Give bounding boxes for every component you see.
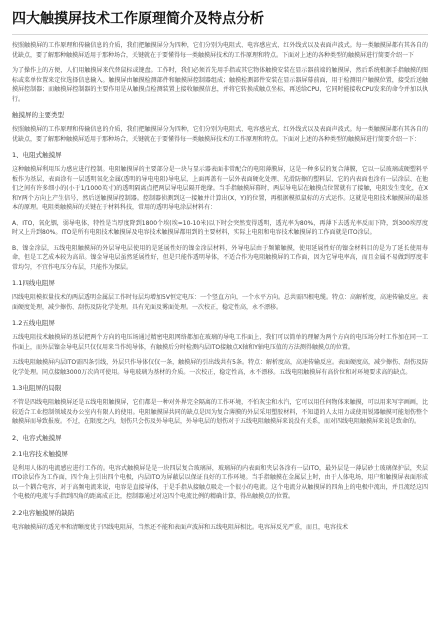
article-title: 四大触摸屏技术工作原理简介及特点分析 [12,11,264,27]
paragraph: 五线电阻技术触摸屏的基层把两个方向的电压场通过精密电阻网络都加在玻璃的导电工作面上，我们可以简单的理解为两个方向的电压场分时工作加在同一工作面上，而外层镍金导电层只仅仅用来当作纯导体，有触摸后分时检测内层ITO接触点X轴和Y轴电压值的方法测得触摸点的位置。 [12,334,428,351]
section-heading: 1.1四线电阻屏 [12,279,55,287]
section-heading: 触摸屏的主要类型 [12,111,64,119]
paragraph: 四线电阻模拟量技术的两层透明金属层工作时每层均增加5V恒定电压：一个竖直方向，一个水平方向。总共需四根电缆。特点：高解析度，高速传输反应。表面硬度处理，减少擦伤、刮伤及防化学处理。具有光面及雾面处理。一次校正，稳定性高，永不漂移。 [12,294,428,311]
paragraph: 这种触摸屏利用压力感应进行控制。电阻触摸屏的主要部分是一块与显示器表面非常配合的电阻薄膜屏，这是一种多层的复合薄膜，它以一层玻璃或硬塑料平板作为基层，表面涂有一层透明氧化金属(透明的导电电阻)导电层，上面再盖有一层外表面硬化处理、光滑防擦的塑料层、它的内表面也涂有一层涂层、在他们之间有许多细小的(小于1/1000英寸)的透明隔离点把两层导电层隔开绝缘。当手指触摸屏幕时，两层导电层在触摸点位置就有了接触，电阻发生变化，在X和Y两个方向上产生信号，然后送触摸屏控制器。控制器侦测到这一接触并计算出(X，Y)的位置，再根据模拟鼠标的方式运作。这就是电阻技术触摸屏的最基本的原理。电阻类触摸屏的关键在于材料科技，常用的透明导电涂层材料有： [12,166,428,211]
section-heading: 1.2五线电阻屏 [12,319,55,327]
section-heading: 2.1电容技术触摸屏 [12,449,68,458]
paragraph: 不管是四线电阻触摸屏还是五线电阻触摸屏，它们都是一种对外界完全隔离的工作环境，不怕灰尘和水汽，它可以用任何物体来触摸，可以用来写字画画，比较适合工业控制领域及办公室内有限人的使用。电阻触摸屏共同的缺点是因为复合薄膜的外层采用塑胶材料，不知道的人太用力或使用锐器触摸可能划伤整个触摸屏而导致报废。不过，在限度之内，划伤只会伤及外导电层，外导电层的划伤对于五线电阻触摸屏来说没有关系，而对四线电阻触摸屏来说是致命的。 [12,399,428,425]
paragraph: 五线电阻触摸屏内层ITO需四条引线，外层只作导体仅仅一条，触摸屏的引出线共有5条。特点：解析度高，高速传输反应。表面硬度高，减少擦伤、刮伤及防化学处理。同点接触3000万次尚可使用。导电玻璃为基材的介质。一次校正，稳定性高，永不漂移。五线电阻触摸屏有高价位和对环境要求高的缺点。 [12,359,428,376]
section-heading: 2、电容式触摸屏 [12,433,62,442]
section-heading: 2.2电容触摸屏的缺陷 [12,508,75,517]
paragraph: 按照触摸屏的工作原理和传输信息的介质，我们把触摸屏分为四种，它们分别为电阻式、电容感应式、红外线式以及表面声波式。每一类触摸屏都有其各自的优缺点，要了解那种触摸屏适用于那种场合，关键就在于要懂得每一类触摸屏技术的工作原理和特点。下面对上述的各种类型的触摸屏进行简要介绍一下 [12,42,428,59]
section-heading: 1.3电阻屏的局限 [12,384,62,392]
paragraph: A、ITO，氧化铟，弱导电体，特性是当厚度降到1800个埃(埃=10-10米)以下时会突然变得透明，透光率为80%，再薄下去透光率反而下降，到300埃厚度时又上升到80%。ITO是所有电阻技术触摸屏及电容技术触摸屏都用到的主要材料，实际上电阻和电容技术触摸屏的工作面就是ITO涂层。 [12,219,428,236]
paragraph: B、镍金涂层，五线电阻触摸屏的外层导电层使用的是延展性好的镍金涂层材料，外导电层由于频繁触摸，使用延展性好的镍金材料目的是为了延长使用寿命，但是工艺成本较为高昂。镍金导电层虽然延展性好，但是只能作透明导体，不适合作为电阻触摸屏的工作面，因为它导电率高，而且金属不易做到厚度非常均匀，不宜作电压分布层，只能作为探层。 [12,244,428,271]
section-heading: 1、电阻式触摸屏 [12,151,62,159]
title-divider [12,34,428,35]
paragraph: 为了操作上的方便，人们用触摸屏来代替鼠标或键盘。工作时，我们必须首先用手指或其它物体触摸安装在显示器前端的触摸屏，然后系统根据手指触摸的图标或菜单位置来定位选择信息输入。触摸屏由触摸检测部件和触摸屏控制器组成；触摸检测部件安装在显示器屏幕前面，用于检测用户触摸位置，接受后送触摸屏控制器；而触摸屏控制器的主要作用是从触摸点检测装置上接收触摸信息，并将它转换成触点坐标，再送给CPU，它同时能接收CPU发来的命令并加以执行。 [12,67,428,103]
paragraph: 按照触摸屏的工作原理和传输信息的介质，我们把触摸屏分为四种，它们分别为电阻式、电容感应式、红外线式以及表面声波式。每一类触摸屏都有其各自的优缺点，要了解那种触摸屏适用于那种场合，关键就在于要懂得每一类触摸屏技术的工作原理和特点。下面对上述的各种类型的触摸屏进行简要介绍一下： [12,126,428,143]
article-body [12,41,428,532]
paragraph: 是利用人体的电流感应进行工作的。电容式触摸屏是是一块四层复合玻璃屏，玻璃屏的内表面和夹层各涂有一层ITO，最外层是一薄层砂土玻璃保护层，夹层ITO涂层作为工作面，四个角上引出四个电极，内层ITO为屏蔽层以保证良好的工作环境。当手指触摸在金属层上时，由于人体电场，用户和触摸屏表面形成以一个耦合电容，对于高频电流来说，电容是直接导体，于是手指从接触点吸走一个很小的电流。这个电流分从触摸屏的四角上的电极中流出，并且流经这四个电极的电流与手指到四角的距离成正比，控制器通过对这四个电流比例的精确计算，得出触摸点的位置。 [12,464,428,500]
paragraph: 电容触摸屏的透光率和清晰度优于四线电阻屏，当然还不能和表面声波屏和五线电阻屏相比。电容屏反光严重，而且，电容技术 [12,523,349,531]
